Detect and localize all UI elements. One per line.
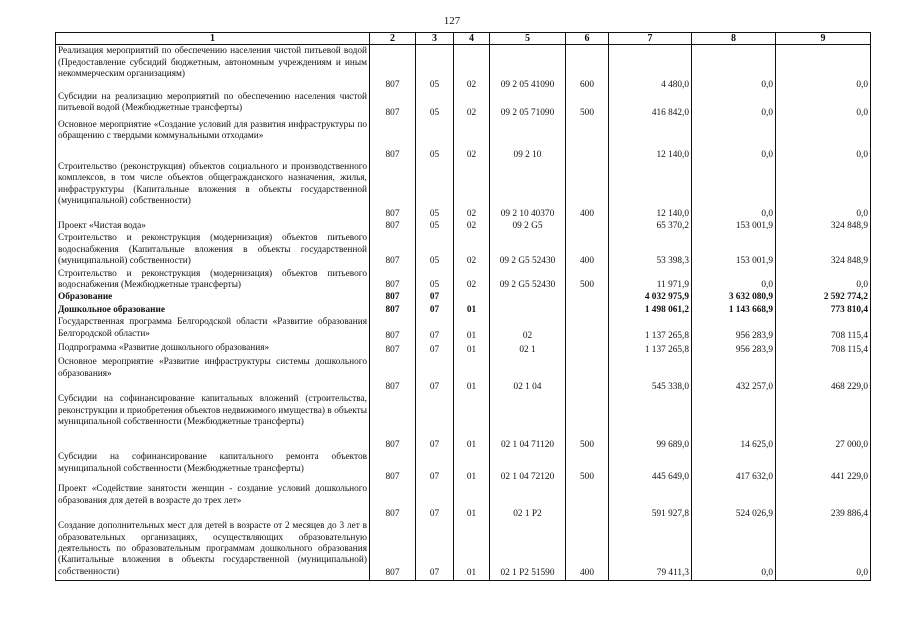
administrator-code-cell: 807 [370, 356, 416, 393]
amount-year2-cell: 0,0 [692, 520, 776, 580]
expense-type-cell: 400 [566, 232, 609, 267]
section-cell: 07 [416, 520, 454, 580]
administrator-code-cell: 807 [370, 483, 416, 520]
amount-year1-cell: 591 927,8 [609, 483, 692, 520]
amount-year2-cell: 153 001,9 [692, 232, 776, 267]
amount-year3-cell: 2 592 774,2 [776, 291, 871, 303]
amount-year2-cell: 956 283,9 [692, 316, 776, 342]
subsection-cell: 02 [454, 232, 490, 267]
amount-year3-cell: 239 886,4 [776, 483, 871, 520]
target-item-cell: 09 2 G5 52430 [490, 268, 566, 292]
section-cell: 05 [416, 268, 454, 292]
section-cell: 05 [416, 45, 454, 91]
amount-year3-cell: 0,0 [776, 161, 871, 220]
amount-year3-cell: 0,0 [776, 268, 871, 292]
target-item-cell: 02 1 P2 [490, 483, 566, 520]
amount-year2-cell: 0,0 [692, 161, 776, 220]
section-cell: 07 [416, 451, 454, 483]
administrator-code-cell: 807 [370, 119, 416, 161]
section-cell: 07 [416, 393, 454, 451]
row-name-cell: Государственная программа Белгородской области «Развитие образования Белгородской области» [56, 316, 370, 342]
table-row [56, 291, 871, 303]
section-cell: 05 [416, 220, 454, 232]
column-header: 5 [490, 33, 566, 45]
amount-year3-cell: 468 229,0 [776, 356, 871, 393]
amount-year1-cell: 1 137 265,8 [609, 342, 692, 356]
expense-type-cell: 500 [566, 91, 609, 119]
expense-type-cell: 400 [566, 520, 609, 580]
expense-type-cell: 500 [566, 393, 609, 451]
amount-year3-cell: 0,0 [776, 119, 871, 161]
expense-type-cell: 500 [566, 268, 609, 292]
expense-type-cell [566, 291, 609, 303]
section-cell: 05 [416, 161, 454, 220]
target-item-cell: 09 2 05 71090 [490, 91, 566, 119]
administrator-code-cell: 807 [370, 316, 416, 342]
header-row [56, 33, 871, 45]
expense-type-cell: 400 [566, 161, 609, 220]
table-row [56, 232, 871, 267]
target-item-cell: 09 2 10 [490, 119, 566, 161]
section-cell: 05 [416, 232, 454, 267]
table-row [56, 342, 871, 356]
target-item-cell: 02 1 P2 51590 [490, 520, 566, 580]
amount-year2-cell: 0,0 [692, 119, 776, 161]
row-name-cell: Образование [56, 291, 370, 303]
amount-year1-cell: 99 689,0 [609, 393, 692, 451]
amount-year1-cell: 65 370,2 [609, 220, 692, 232]
section-cell: 07 [416, 483, 454, 520]
amount-year1-cell: 11 971,9 [609, 268, 692, 292]
column-header: 2 [370, 33, 416, 45]
subsection-cell: 01 [454, 451, 490, 483]
section-cell: 07 [416, 304, 454, 316]
row-name-cell: Проект «Чистая вода» [56, 220, 370, 232]
column-header: 4 [454, 33, 490, 45]
target-item-cell [490, 291, 566, 303]
administrator-code-cell: 807 [370, 91, 416, 119]
table-row [56, 268, 871, 292]
amount-year3-cell: 0,0 [776, 45, 871, 91]
row-name-cell: Субсидии на софинансирование капитального ремонта объектов муниципальной собственности (Межбюджетные трансферты) [56, 451, 370, 483]
amount-year1-cell: 445 649,0 [609, 451, 692, 483]
table-row [56, 483, 871, 520]
subsection-cell: 02 [454, 161, 490, 220]
expense-type-cell [566, 316, 609, 342]
subsection-cell: 02 [454, 45, 490, 91]
expense-type-cell [566, 356, 609, 393]
amount-year1-cell: 545 338,0 [609, 356, 692, 393]
subsection-cell: 02 [454, 268, 490, 292]
expense-type-cell [566, 119, 609, 161]
amount-year3-cell: 773 810,4 [776, 304, 871, 316]
table-row [56, 45, 871, 91]
table-row [56, 393, 871, 451]
amount-year3-cell: 27 000,0 [776, 393, 871, 451]
column-header: 7 [609, 33, 692, 45]
amount-year1-cell: 12 140,0 [609, 119, 692, 161]
administrator-code-cell: 807 [370, 520, 416, 580]
amount-year3-cell: 324 848,9 [776, 220, 871, 232]
administrator-code-cell: 807 [370, 342, 416, 356]
column-header: 9 [776, 33, 871, 45]
amount-year2-cell: 417 632,0 [692, 451, 776, 483]
subsection-cell: 01 [454, 304, 490, 316]
amount-year3-cell: 324 848,9 [776, 232, 871, 267]
section-cell: 07 [416, 291, 454, 303]
table-row [56, 91, 871, 119]
expense-type-cell: 500 [566, 451, 609, 483]
row-name-cell: Субсидии на реализацию мероприятий по обеспечению населения чистой питьевой водой (Межбюджетные трансферты) [56, 91, 370, 119]
row-name-cell: Проект «Содействие занятости женщин - создание условий дошкольного образования для детей в возрасте до трех лет» [56, 483, 370, 520]
amount-year2-cell: 0,0 [692, 268, 776, 292]
subsection-cell: 01 [454, 483, 490, 520]
row-name-cell: Строительство и реконструкция (модернизация) объектов питьевого водоснабжения (Капитальные вложения в объекты государственной (муниципальной) собственности) [56, 232, 370, 267]
target-item-cell: 02 [490, 316, 566, 342]
expense-type-cell: 600 [566, 45, 609, 91]
row-name-cell: Строительство и реконструкция (модернизация) объектов питьевого водоснабжения (Межбюджетные трансферты) [56, 268, 370, 292]
table-row [56, 161, 871, 220]
section-cell: 05 [416, 91, 454, 119]
row-name-cell: Создание дополнительных мест для детей в возрасте от 2 месяцев до 3 лет в образовательных организациях, осуществляющих образовательную деятельность по образовательным программам дошкольного образования (Капитальные вложения в объекты государственной (муниципальной) собственности) [56, 520, 370, 580]
amount-year2-cell: 3 632 080,9 [692, 291, 776, 303]
table-body [56, 45, 871, 580]
administrator-code-cell: 807 [370, 232, 416, 267]
amount-year3-cell: 441 229,0 [776, 451, 871, 483]
administrator-code-cell: 807 [370, 45, 416, 91]
budget-table [55, 32, 871, 581]
amount-year2-cell: 0,0 [692, 91, 776, 119]
amount-year2-cell: 956 283,9 [692, 342, 776, 356]
target-item-cell: 09 2 10 40370 [490, 161, 566, 220]
amount-year1-cell: 1 498 061,2 [609, 304, 692, 316]
target-item-cell: 09 2 05 41090 [490, 45, 566, 91]
amount-year1-cell: 4 480,0 [609, 45, 692, 91]
amount-year2-cell: 0,0 [692, 45, 776, 91]
administrator-code-cell: 807 [370, 268, 416, 292]
table-row [56, 119, 871, 161]
amount-year3-cell: 708 115,4 [776, 342, 871, 356]
amount-year3-cell: 0,0 [776, 520, 871, 580]
amount-year1-cell: 53 398,3 [609, 232, 692, 267]
column-header: 1 [56, 33, 370, 45]
expense-type-cell [566, 483, 609, 520]
subsection-cell: 01 [454, 342, 490, 356]
column-header: 6 [566, 33, 609, 45]
amount-year1-cell: 12 140,0 [609, 161, 692, 220]
table-row [56, 220, 871, 232]
administrator-code-cell: 807 [370, 161, 416, 220]
target-item-cell: 09 2 G5 [490, 220, 566, 232]
subsection-cell: 02 [454, 91, 490, 119]
administrator-code-cell: 807 [370, 304, 416, 316]
subsection-cell: 01 [454, 356, 490, 393]
table-row [56, 356, 871, 393]
amount-year2-cell: 14 625,0 [692, 393, 776, 451]
row-name-cell: Основное мероприятие «Создание условий для развития инфраструктуры по обращению с твердыми коммунальными отходами» [56, 119, 370, 161]
target-item-cell: 09 2 G5 52430 [490, 232, 566, 267]
amount-year1-cell: 79 411,3 [609, 520, 692, 580]
subsection-cell: 02 [454, 119, 490, 161]
amount-year3-cell: 708 115,4 [776, 316, 871, 342]
amount-year1-cell: 4 032 975,9 [609, 291, 692, 303]
row-name-cell: Строительство (реконструкция) объектов социального и производственного комплексов, в том числе объектов общегражданского назначения, жилья, инфраструктуры (Капитальные вложения в объекты государственной (муниципальной) собственности) [56, 161, 370, 220]
table-row [56, 316, 871, 342]
amount-year1-cell: 1 137 265,8 [609, 316, 692, 342]
row-name-cell: Дошкольное образование [56, 304, 370, 316]
target-item-cell [490, 304, 566, 316]
expense-type-cell [566, 220, 609, 232]
table-row [56, 451, 871, 483]
column-header: 8 [692, 33, 776, 45]
row-name-cell: Подпрограмма «Развитие дошкольного образования» [56, 342, 370, 356]
table-row [56, 304, 871, 316]
subsection-cell: 01 [454, 520, 490, 580]
administrator-code-cell: 807 [370, 393, 416, 451]
target-item-cell: 02 1 04 71120 [490, 393, 566, 451]
section-cell: 07 [416, 342, 454, 356]
table-row [56, 520, 871, 580]
row-name-cell: Основное мероприятие «Развитие инфраструктуры системы дошкольного образования» [56, 356, 370, 393]
row-name-cell: Реализация мероприятий по обеспечению населения чистой питьевой водой (Предоставление субсидий бюджетным, автономным учреждениям и иным некоммерческим организациям) [56, 45, 370, 91]
expense-type-cell [566, 304, 609, 316]
subsection-cell: 01 [454, 316, 490, 342]
amount-year2-cell: 432 257,0 [692, 356, 776, 393]
column-header: 3 [416, 33, 454, 45]
amount-year2-cell: 1 143 668,9 [692, 304, 776, 316]
target-item-cell: 02 1 [490, 342, 566, 356]
subsection-cell: 02 [454, 220, 490, 232]
target-item-cell: 02 1 04 [490, 356, 566, 393]
subsection-cell [454, 291, 490, 303]
amount-year1-cell: 416 842,0 [609, 91, 692, 119]
administrator-code-cell: 807 [370, 451, 416, 483]
section-cell: 05 [416, 119, 454, 161]
administrator-code-cell: 807 [370, 291, 416, 303]
amount-year3-cell: 0,0 [776, 91, 871, 119]
amount-year2-cell: 153 001,9 [692, 220, 776, 232]
amount-year2-cell: 524 026,9 [692, 483, 776, 520]
section-cell: 07 [416, 356, 454, 393]
section-cell: 07 [416, 316, 454, 342]
row-name-cell: Субсидии на софинансирование капитальных вложений (строительства, реконструкции и приобретения объектов недвижимого имущества) в объекты муниципальной собственности (Межбюджетные трансферты) [56, 393, 370, 451]
subsection-cell: 01 [454, 393, 490, 451]
expense-type-cell [566, 342, 609, 356]
target-item-cell: 02 1 04 72120 [490, 451, 566, 483]
page-number: 127 [443, 15, 461, 27]
administrator-code-cell: 807 [370, 220, 416, 232]
